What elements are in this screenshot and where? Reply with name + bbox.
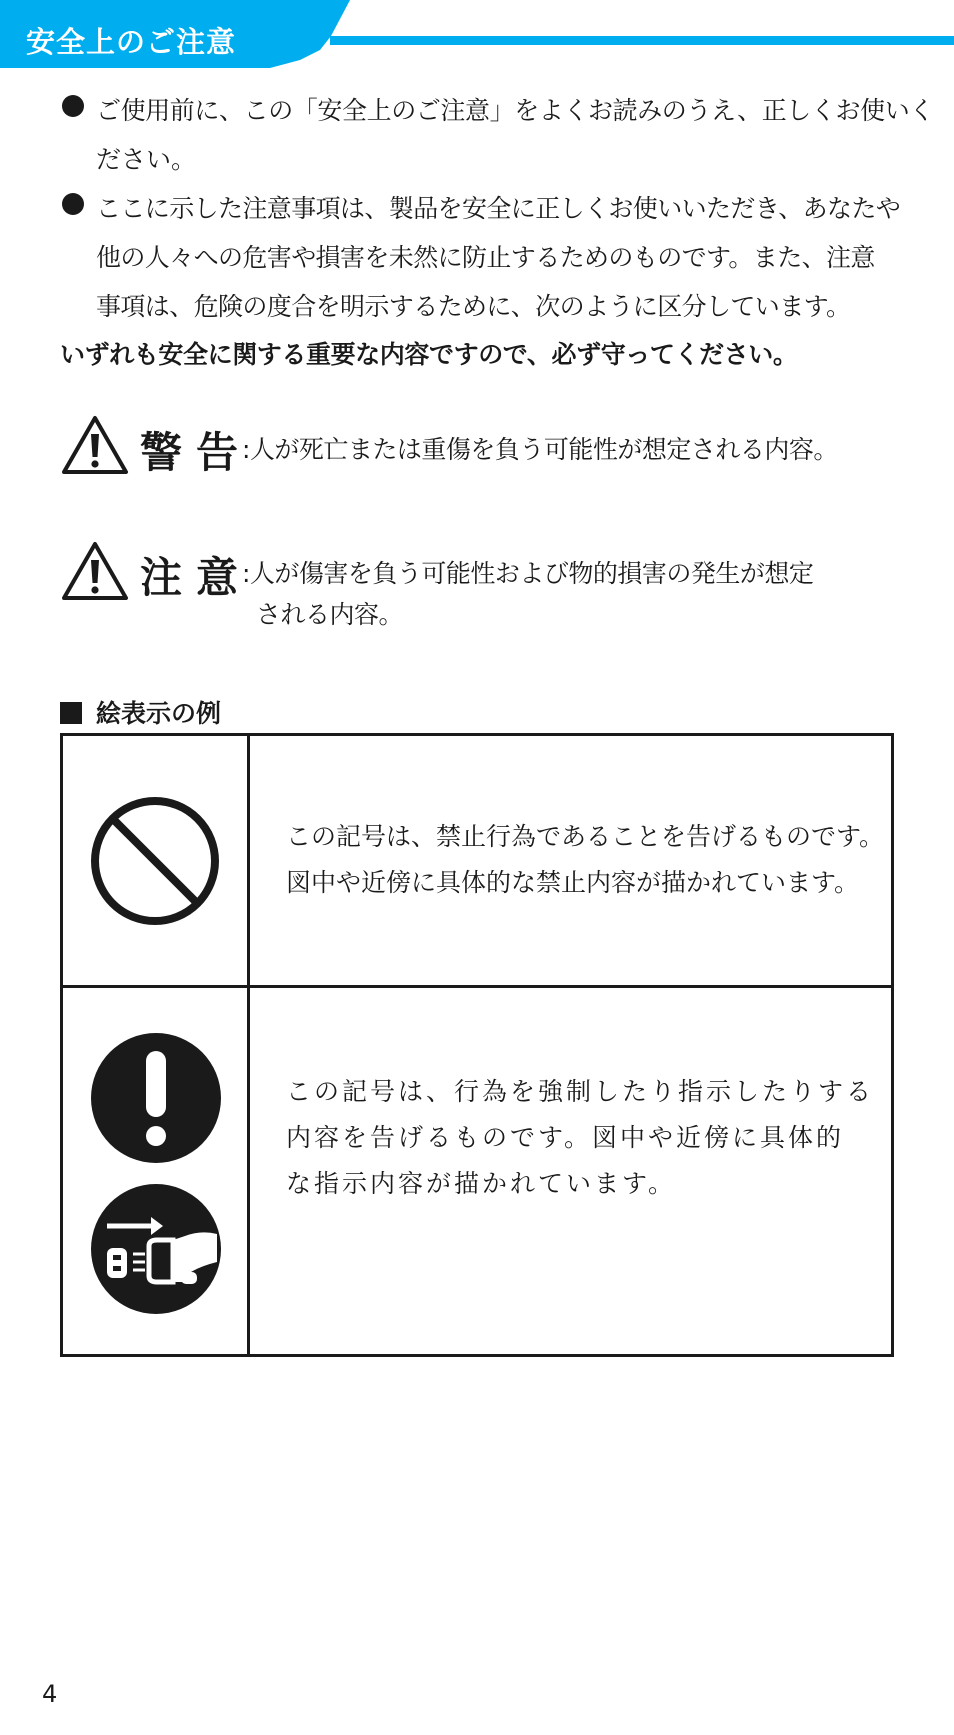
table-divider <box>63 985 891 988</box>
symbol-description-line: この記号は、行為を強制したり指示したりする <box>286 1077 875 1106</box>
prohibition-icon <box>89 795 221 927</box>
bullet-line: ださい。 <box>96 145 197 174</box>
symbol-description <box>286 1069 874 1207</box>
table-divider <box>247 736 250 1354</box>
warning-triangle-icon <box>60 414 130 476</box>
exclamation-mandatory-icon <box>91 1033 221 1163</box>
bullet-line: 他の人々への危害や損害を未然に防止するためのものです。また、注意 <box>96 243 875 272</box>
bullet-line: 事項は、危険の度合を明示するために、次のように区分しています。 <box>96 292 851 321</box>
page-number: 4 <box>42 1680 58 1708</box>
bullet-line: ご使用前に、この「安全上のご注意」をよくお読みのうえ、正しくお使いく <box>96 96 934 125</box>
caution-label: 注意 <box>140 553 253 602</box>
bullet-line: ここに示した注意事項は、製品を安全に正しくお使いいただき、あなたや <box>96 194 901 223</box>
caution-description-line: される内容。 <box>256 600 404 629</box>
caution-description-line: :人が傷害を負う可能性および物的損害の発生が想定 <box>242 559 814 588</box>
section-title: 絵表示の例 <box>60 694 221 730</box>
intro-bullet <box>62 184 912 331</box>
symbol-description-line: この記号は、禁止行為であることを告げるものです。 <box>286 822 885 851</box>
square-bullet-icon <box>60 702 82 724</box>
symbol-description <box>286 814 884 906</box>
page-title: 安全上のご注意 <box>26 25 237 59</box>
symbol-description-line: 図中や近傍に具体的な禁止内容が描かれています。 <box>286 868 860 897</box>
symbol-table <box>60 733 894 1357</box>
bullet-dot <box>62 193 84 215</box>
symbol-description-line: な指示内容が描かれています。 <box>286 1169 677 1198</box>
header-rule <box>330 36 954 45</box>
caution-description <box>242 553 813 635</box>
warning-description: :人が死亡または重傷を負う可能性が想定される内容。 <box>242 435 838 464</box>
warning-label: 警告 <box>140 428 253 477</box>
intro-bullet <box>62 86 934 184</box>
safety-emphasis-text: いずれも安全に関する重要な内容ですので、必ず守ってください。 <box>60 340 798 369</box>
bullet-dot <box>62 95 84 117</box>
symbol-description-line: 内容を告げるものです。図中や近傍に具体的 <box>286 1123 845 1152</box>
warning-triangle-icon <box>60 540 130 602</box>
unplug-instruction-icon <box>91 1184 221 1314</box>
